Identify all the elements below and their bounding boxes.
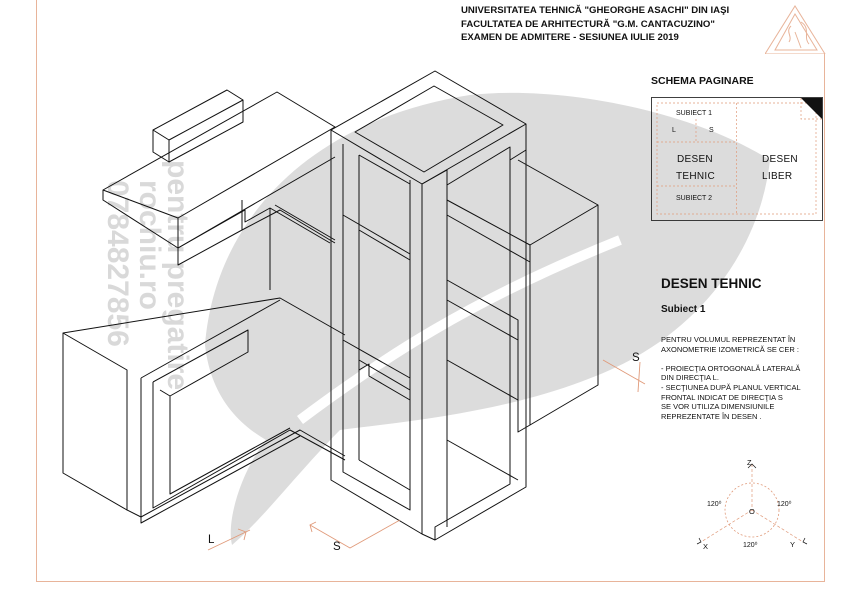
angle-bottom-label: 120⁰	[743, 542, 758, 549]
instruction-spacer	[661, 354, 831, 364]
origin-label: O	[749, 507, 755, 516]
angle-right-label: 120⁰	[777, 501, 792, 508]
subject-heading: Subiect 1	[661, 304, 706, 315]
instruction-line: PENTRU VOLUMUL REPREZENTAT ÎN	[661, 335, 796, 344]
exam-session: EXAMEN DE ADMITERE - SESIUNEA IULIE 2019	[461, 32, 679, 43]
university-logo-icon	[765, 4, 831, 54]
exam-header	[461, 4, 761, 45]
schema-s: S	[709, 127, 714, 134]
s-label-bottom: S	[333, 541, 341, 553]
angle-left-label: 120⁰	[707, 501, 722, 508]
schema-tehnic: TEHNIC	[676, 171, 716, 182]
axis-x-label: X	[703, 542, 709, 551]
instruction-line: REPREZENTATE ÎN DESEN .	[661, 411, 762, 421]
isometric-axes-diagram	[693, 452, 811, 556]
schema-desen: DESEN	[677, 154, 713, 165]
schema-l: L	[672, 127, 676, 134]
instructions	[661, 335, 831, 421]
y-arrow-icon	[803, 538, 807, 544]
x-arrow-icon	[697, 538, 701, 544]
instruction-line: DIN DIRECŢIA L.	[661, 373, 719, 383]
university-name: UNIVERSITATEA TEHNICĂ "GHEORGHE ASACHI" DIN IAŞI	[461, 5, 730, 16]
schema-subiect2: SUBIECT 2	[676, 195, 713, 202]
instruction-line: - SECŢIUNEA DUPĂ PLANUL VERTICAL	[661, 382, 801, 392]
corner-triangle-icon	[801, 98, 822, 119]
l-label-bottom: L	[208, 534, 215, 546]
s-direction-arrow-right	[603, 360, 645, 392]
watermark-site: rochiu.ro	[133, 180, 166, 311]
schema-desen-liber: DESEN	[762, 154, 798, 165]
page-layout-schema	[651, 97, 823, 221]
watermark-caption: pentru pregatire	[161, 160, 194, 391]
faculty-name: FACULTATEA DE ARHITECTURĂ "G.M. CANTACUZINO"	[461, 18, 715, 30]
section-title: DESEN TEHNIC	[661, 276, 762, 291]
schema-liber: LIBER	[762, 171, 793, 182]
s-direction-arrow-bottom	[310, 520, 400, 548]
axis-y-label: Y	[790, 540, 796, 549]
instruction-line: FRONTAL INDICAT DE DIRECŢIA S	[661, 392, 783, 402]
instruction-line: AXONOMETRIE IZOMETRICĂ SE CER :	[661, 344, 799, 354]
schema-subiect1: SUBIECT 1	[676, 110, 713, 117]
axis-z-label: Z	[747, 458, 752, 467]
schema-title: SCHEMA PAGINARE	[651, 75, 754, 87]
s-label-right: S	[632, 352, 640, 364]
instruction-line: - PROIECŢIA ORTOGONALĂ LATERALĂ	[661, 363, 801, 373]
watermark-phone: 0784827856	[101, 180, 134, 347]
instruction-line: SE VOR UTILIZA DIMENSIUNILE	[661, 402, 775, 412]
